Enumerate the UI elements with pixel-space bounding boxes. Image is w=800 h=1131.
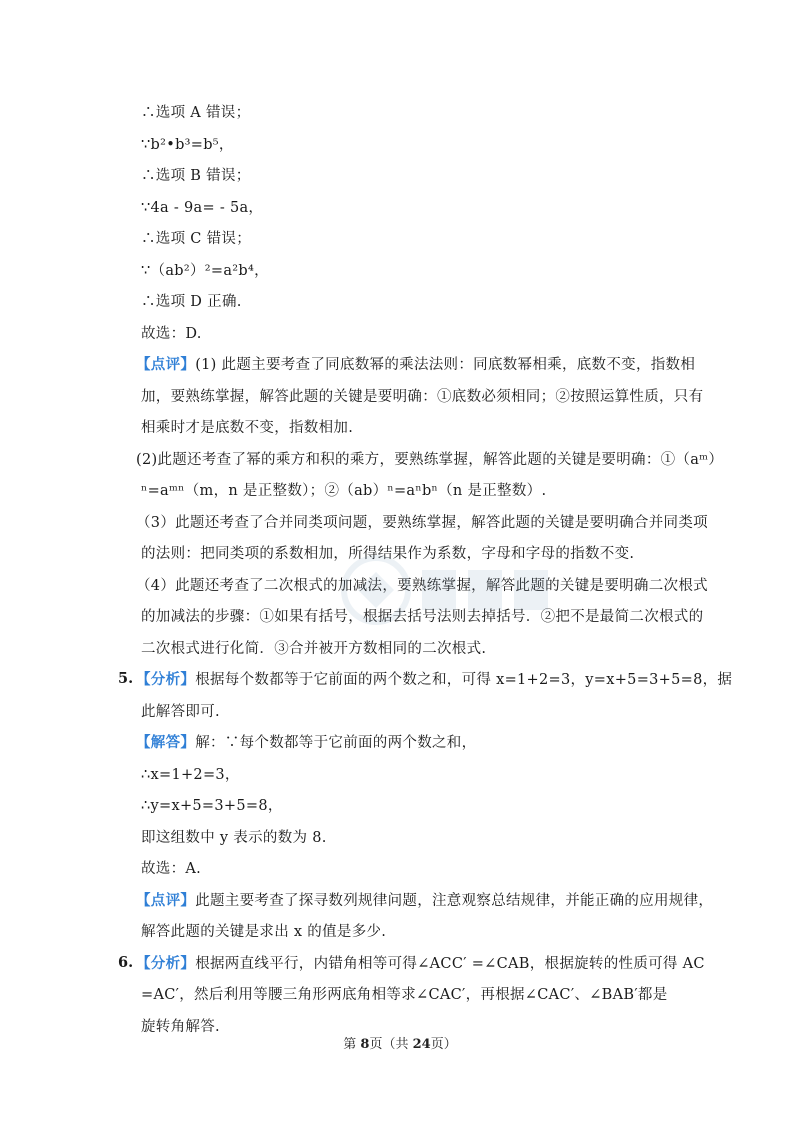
page-footer bbox=[0, 1033, 800, 1052]
answer-text: 解：∵每个数都等于它前面的两个数之和， bbox=[195, 735, 477, 751]
text-line: 相乘时才是底数不变，指数相加. bbox=[141, 420, 354, 436]
text-line: 旋转角解答. bbox=[141, 1019, 220, 1035]
text-line: （3）此题还考查了合并同类项问题，要熟练掌握，解答此题的关键是要明确合并同类项 bbox=[136, 515, 708, 531]
text-line: 的加减法的步骤：①如果有括号，根据去括号法则去掉括号．②把不是最简二次根式的 bbox=[141, 609, 704, 625]
review-paragraph bbox=[136, 355, 695, 375]
question-number: 6. bbox=[118, 954, 134, 971]
total-pages: 24 bbox=[412, 1037, 431, 1052]
text-line: ∵b²•b³=b⁵， bbox=[141, 137, 234, 153]
text-line: ∵4a - 9a= - 5a， bbox=[141, 200, 264, 216]
text-line: ∴选项 B 错误； bbox=[141, 168, 251, 184]
review-text: 此题主要考查了探寻数列规律问题，注意观察总结规律，并能正确的应用规律， bbox=[195, 893, 714, 909]
answer-paragraph bbox=[136, 733, 476, 753]
text-line: 的法则：把同类项的系数相加，所得结果作为系数，字母和字母的指数不变. bbox=[141, 546, 635, 562]
footer-middle: 页（共 bbox=[369, 1037, 413, 1052]
analysis-text: 根据两直线平行，内错角相等可得∠ACC′ =∠CAB，根据旋转的性质可得 AC bbox=[195, 956, 705, 972]
text-line: 加，要熟练掌握，解答此题的关键是要明确：①底数必须相同；②按照运算性质，只有 bbox=[141, 389, 704, 405]
text-line: （4）此题还考查了二次根式的加减法，要熟练掌握，解答此题的关键是要明确二次根式 bbox=[136, 578, 708, 594]
text-line: 此解答即可. bbox=[141, 704, 220, 720]
text-line: ⁿ=aᵐⁿ（m，n 是正整数）；②（ab）ⁿ=aⁿbⁿ（n 是正整数）. bbox=[141, 483, 547, 499]
review-tag: 【点评】 bbox=[136, 356, 196, 373]
analysis-text: 根据每个数都等于它前面的两个数之和，可得 x=1+2=3，y=x+5=3+5=8，据 bbox=[195, 672, 733, 688]
text-line: 故选：A. bbox=[141, 861, 202, 877]
review-text: (1) 此题主要考查了同底数幂的乘法法则：同底数幂相乘，底数不变，指数相 bbox=[195, 357, 696, 373]
text-line: (2)此题还考查了幂的乘方和积的乘方，要熟练掌握，解答此题的关键是要明确：①（aᵐ） bbox=[136, 452, 724, 468]
footer-prefix: 第 bbox=[343, 1037, 361, 1052]
text-line: ∴选项 A 错误； bbox=[141, 105, 251, 121]
text-line: ∵（ab²）²=a²b⁴， bbox=[141, 263, 269, 279]
text-line: 二次根式进行化简．③合并被开方数相同的二次根式. bbox=[141, 641, 487, 657]
text-line: ∴选项 D 正确. bbox=[141, 294, 242, 310]
analysis-tag: 【分析】 bbox=[136, 671, 196, 688]
review-paragraph bbox=[136, 891, 713, 911]
review-tag: 【点评】 bbox=[136, 892, 196, 909]
text-line: 即这组数中 y 表示的数为 8. bbox=[141, 830, 327, 846]
analysis-tag: 【分析】 bbox=[136, 955, 196, 972]
text-line: ∴y=x+5=3+5=8， bbox=[141, 798, 283, 814]
text-line: 故选：D. bbox=[141, 326, 202, 342]
answer-tag: 【解答】 bbox=[136, 734, 196, 751]
text-line: ∴选项 C 错误； bbox=[141, 231, 252, 247]
footer-suffix: 页） bbox=[430, 1037, 457, 1052]
text-line: ∴x=1+2=3， bbox=[141, 767, 240, 783]
analysis-paragraph bbox=[136, 670, 732, 690]
analysis-paragraph bbox=[136, 954, 705, 974]
page-number: 8 bbox=[360, 1037, 370, 1052]
text-line: =AC′，然后利用等腰三角形两底角相等求∠CAC′，再根据∠CAC′、∠BAB′都是 bbox=[141, 987, 668, 1003]
text-line: 解答此题的关键是求出 x 的值是多少. bbox=[141, 924, 387, 940]
question-number: 5. bbox=[118, 670, 134, 687]
